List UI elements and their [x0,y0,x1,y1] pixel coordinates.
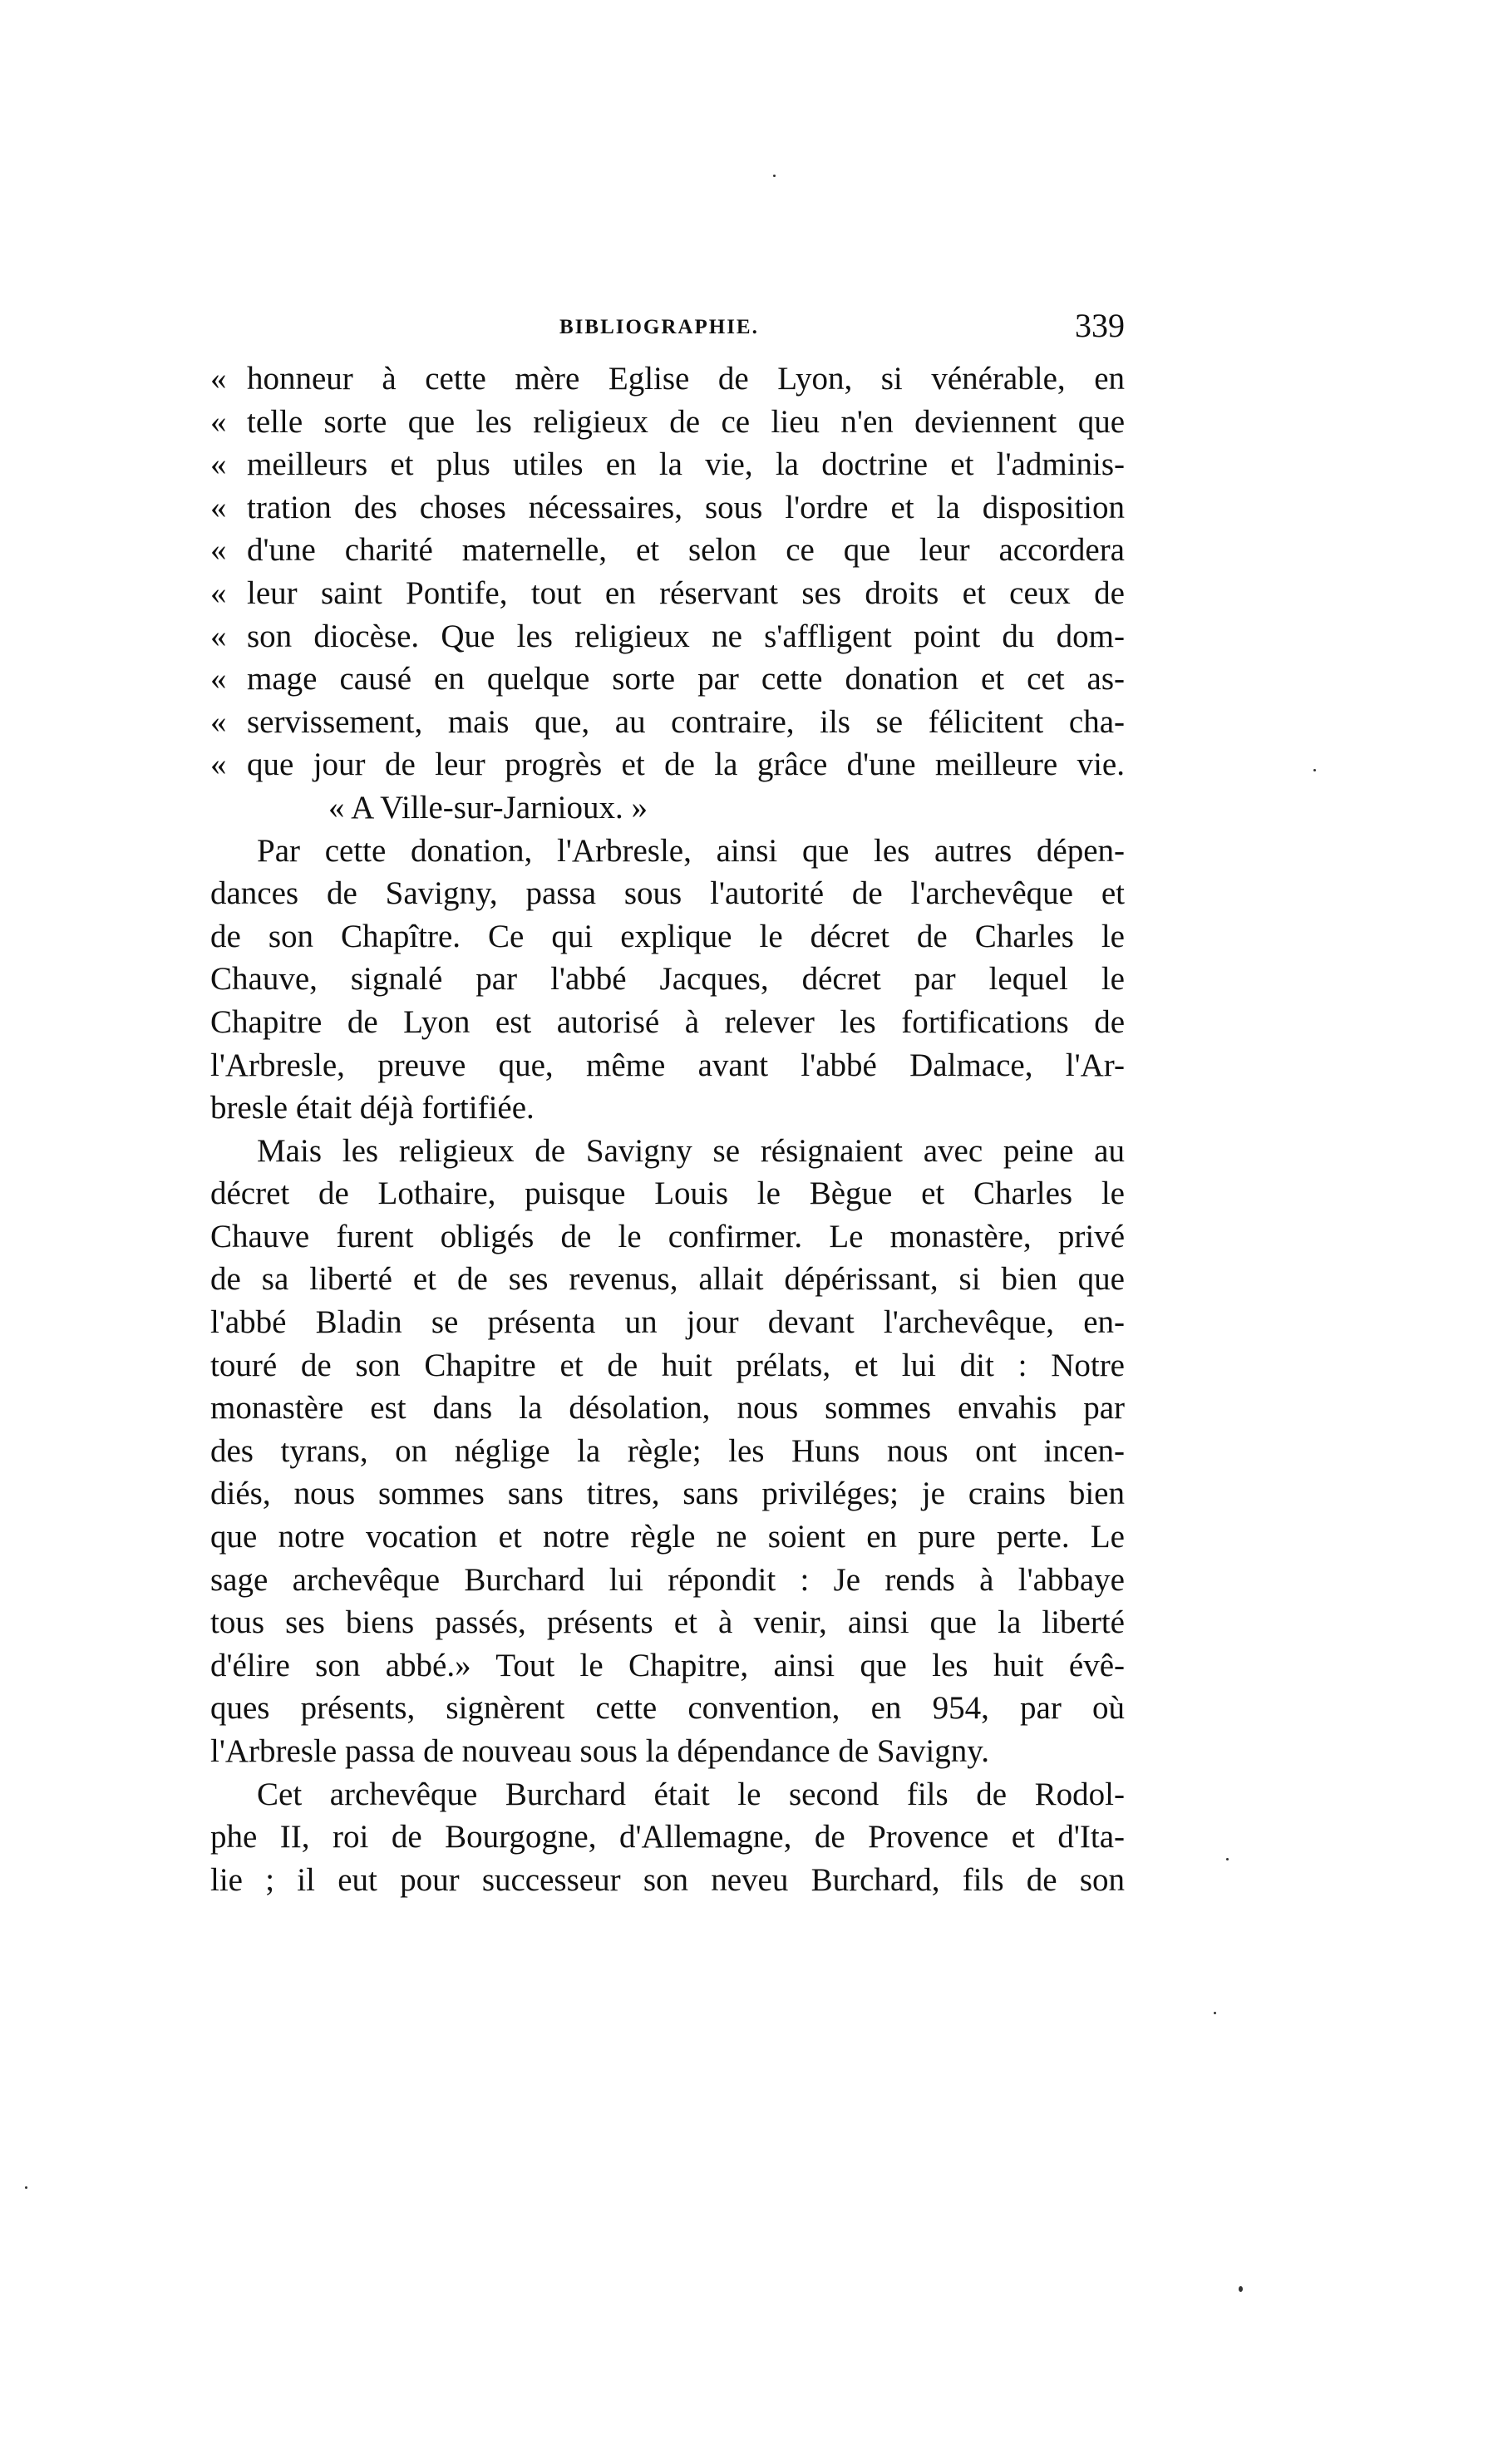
quote-signature: « A Ville-sur-Jarnioux. » [328,789,648,825]
guillemet-marker: « [210,361,227,397]
paragraph-line: phe II, roi de Bourgogne, d'Allemagne, de Provence et d'Ita- [210,1819,1125,1855]
guillemet-marker: « [210,446,227,483]
paragraph-line: d'élire son abbé.» Tout le Chapitre, ainsi que les huit évê- [210,1647,1125,1683]
quote-line: « meilleurs et plus utiles en la vie, la doctrine et l'adminis- [210,443,1125,486]
paragraph-line: sage archevêque Burchard lui répondit : Je rends à l'abbaye [210,1561,1125,1598]
quote-line: « telle sorte que les religieux de ce lieu n'en deviennent que [210,401,1125,444]
paragraph-line: monastère est dans la désolation, nous sommes envahis par [210,1390,1125,1427]
paragraph-line: que notre vocation et notre règle ne soient en pure perte. Le [210,1519,1125,1555]
paragraph-line: ques présents, signèrent cette convention, en 954, par où [210,1690,1125,1727]
paragraph-line: Chauve furent obligés de le confirmer. Le monastère, privé [210,1218,1125,1254]
quote-line: « son diocèse. Que les religieux ne s'affligent point du dom- [210,615,1125,658]
running-head [210,306,1125,347]
paragraph-line: diés, nous sommes sans titres, sans priviléges; je crains bien [210,1476,1125,1512]
quote-line: « tration des choses nécessaires, sous l'ordre et la disposition [210,486,1125,530]
paragraph-line: décret de Lothaire, puisque Louis le Bègue et Charles le [210,1175,1125,1212]
paragraph-line: l'abbé Bladin se présenta un jour devant l'archevêque, en- [210,1304,1125,1341]
body-text [210,357,1125,1901]
scan-speck [1226,1858,1229,1860]
paragraph-line: bresle était déjà fortifiée. [210,1090,535,1126]
guillemet-marker: « [210,747,227,783]
guillemet-marker: « [210,618,227,654]
quote-line: « que jour de leur progrès et de la grâce d'une meilleure vie. [210,743,1125,786]
guillemet-marker: « [210,574,227,611]
paragraph-line: tous ses biens passés, présents et à venir, ainsi que la liberté [210,1604,1125,1641]
paragraph [210,1773,1125,1902]
paragraph-line: touré de son Chapitre et de huit prélats, et lui dit : Notre [210,1347,1125,1383]
paragraph [210,1130,1125,1773]
paragraph-line: des tyrans, on néglige la règle; les Huns nous ont incen- [210,1432,1125,1469]
quoted-charter [210,357,1125,830]
quote-line: « servissement, mais que, au contraire, ils se félicitent cha- [210,701,1125,744]
scan-speck [1313,769,1316,771]
guillemet-marker: « [210,489,227,525]
quote-line: « leur saint Pontife, tout en réservant ses droits et ceux de [210,572,1125,615]
paragraph-line: Chauve, signalé par l'abbé Jacques, décret par lequel le [210,961,1125,998]
quote-line: « honneur à cette mère Eglise de Lyon, si vénérable, en [210,357,1125,401]
paragraph-line: de sa liberté et de ses revenus, allait dépérissant, si bien que [210,1261,1125,1298]
paragraph-line: de son Chapître. Ce qui explique le décret de Charles le [210,918,1125,954]
guillemet-marker: « [210,661,227,697]
quote-line: « d'une charité maternelle, et selon ce que leur accordera [210,529,1125,572]
scan-speck [773,175,776,177]
quote-line: « mage causé en quelque sorte par cette donation et cet as- [210,658,1125,701]
guillemet-marker: « [210,532,227,569]
scan-speck [1214,2012,1216,2014]
guillemet-marker: « [210,403,227,440]
guillemet-marker: « [210,703,227,740]
scan-speck [25,2186,27,2189]
paragraph-line: Chapitre de Lyon est autorisé à relever les fortifications de [210,1003,1125,1040]
running-title: BIBLIOGRAPHIE. [559,316,759,338]
paragraph-line: l'Arbresle, preuve que, même avant l'abbé Dalmace, l'Ar- [210,1047,1125,1083]
paragraph-line: Par cette donation, l'Arbresle, ainsi que les autres dépen- [257,832,1125,869]
paragraph [210,830,1125,1130]
page-number: 339 [1075,307,1125,344]
paragraph-line: l'Arbresle passa de nouveau sous la dépendance de Savigny. [210,1733,989,1769]
paragraph-line: Cet archevêque Burchard était le second fils de Rodol- [257,1776,1125,1812]
paragraph-line: Mais les religieux de Savigny se résignaient avec peine au [257,1132,1125,1169]
paragraph-line: dances de Savigny, passa sous l'autorité de l'archevêque et [210,875,1125,912]
scan-speck [1239,2286,1243,2292]
paragraph-line: lie ; il eut pour successeur son neveu Burchard, fils de son [210,1861,1125,1898]
